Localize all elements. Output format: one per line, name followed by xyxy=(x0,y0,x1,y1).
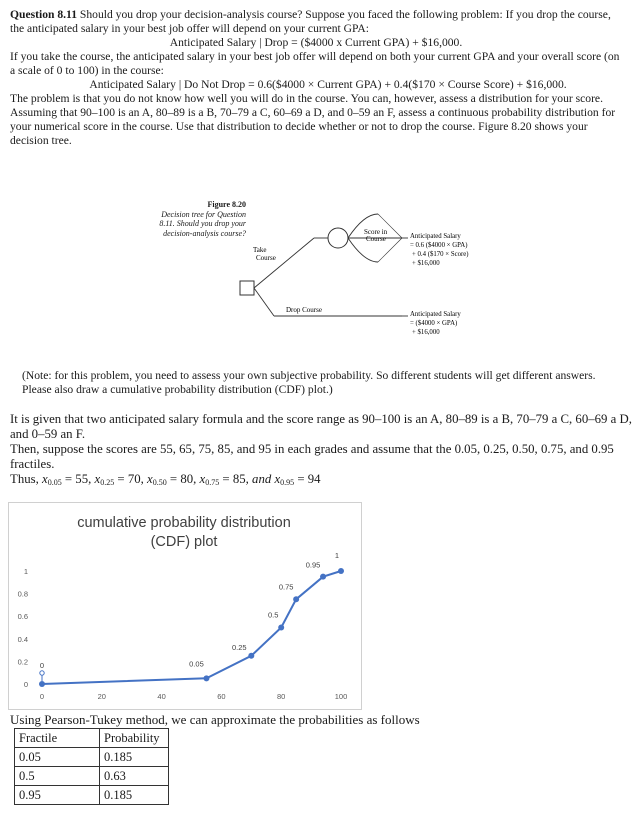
data-label: 1 xyxy=(334,551,340,560)
cdf-chart xyxy=(8,502,360,708)
data-point-marker xyxy=(40,671,44,675)
data-label: 0.5 xyxy=(267,610,279,620)
table-row xyxy=(15,767,169,786)
drop-course-label: Drop Course xyxy=(286,306,322,314)
question-intro: Should you drop your decision-analysis course? Suppose you faced the following problem: If you drop the course, the anticipated salary in your best job offer will depend on your current GPA: xyxy=(10,8,611,35)
pearson-tukey-intro: Using Pearson-Tukey method, we can approximate the probabilities as follows xyxy=(10,712,420,727)
header-fractile: Fractile xyxy=(15,729,100,748)
question-problem-text: The problem is that you do not know how well you will do in the course. You can, however, assess a distribution for your score. Assuming that 90–100 is an A, 80–89 is a B, 70–79 a C, 60–69 a D, and 0–59 an F, assess a continuous probability distribution for your numerical score in the course. Use that distribution to decide whether or not to drop the course. Figure 8.20 shows your decision tree. xyxy=(10,92,616,147)
fractile-eq: $x_{0.05} = 55$ xyxy=(42,472,89,487)
cell-fractile: 0.05 xyxy=(15,748,100,767)
table-row xyxy=(15,748,169,767)
data-point xyxy=(278,625,284,631)
y-tick-label: 0.8 xyxy=(17,589,28,599)
y-tick-label: 0 xyxy=(23,680,28,689)
y-tick-label: 0.6 xyxy=(17,612,28,622)
y-tick-label: 0.4 xyxy=(17,634,28,644)
chart-title-text: cumulative probability distribution (CDF) plot xyxy=(77,515,291,550)
question-block xyxy=(10,8,622,148)
figure-caption-text: Decision tree for Question 8.11. Should you drop your decision-analysis course? xyxy=(159,209,246,238)
table-header-row xyxy=(15,729,169,748)
data-point xyxy=(203,675,209,681)
data-point xyxy=(293,596,299,602)
take-course-label: Take Course xyxy=(253,246,276,262)
answer-p1: It is given that two anticipated salary formula and the score range as 90–100 is an A, 80–89 is a B, 70–79 a C, 60–69 a D, and 0–59 an F. xyxy=(10,412,632,441)
data-point xyxy=(338,568,344,574)
fractile-eq-list: $x_{0.05} = 55$, $x_{0.25} = 70$, $x_{0.50} = 80$, $x_{0.75} = 85$, and $x_{0.95} = 94$ xyxy=(42,472,321,487)
fractile-equations xyxy=(10,472,635,490)
cell-probability: 0.185 xyxy=(100,786,169,805)
chance-node xyxy=(328,228,348,248)
data-label: 0.05 xyxy=(189,659,204,669)
x-tick-label: 60 xyxy=(217,692,226,701)
data-point xyxy=(39,681,45,687)
x-tick-label: 20 xyxy=(97,692,106,701)
y-tick-label: 0.2 xyxy=(17,657,28,667)
cell-fractile: 0.5 xyxy=(15,767,100,786)
score-in-course-label: Score in Course xyxy=(364,228,388,243)
branch-drop-course-a xyxy=(254,288,274,316)
x-tick-label: 0 xyxy=(39,692,45,701)
data-label: 0.25 xyxy=(231,642,247,652)
data-point xyxy=(248,653,254,659)
data-label: 0.75 xyxy=(278,582,294,592)
fractile-table xyxy=(14,728,169,805)
question-label: Question 8.11 xyxy=(10,8,77,21)
x-tick-label: 100 xyxy=(334,692,348,701)
fractile-eq: $x_{0.95} = 94$ xyxy=(274,472,321,487)
cell-probability: 0.185 xyxy=(100,748,169,767)
y-tick-label: 1 xyxy=(23,567,28,576)
thus-label: Thus, xyxy=(10,472,39,486)
data-label: 0 xyxy=(39,661,45,670)
note-text: (Note: for this problem, you need to assess your own subjective probability. So different students will get different answers. Please also draw a cumulative probability distribution (CDF) plot.) xyxy=(22,369,596,396)
figure-title: Figure 8.20 xyxy=(207,200,246,209)
answer-p2: Then, suppose the scores are 55, 65, 75, 85, and 95 in each grades and assume that the 0.05, 0.25, 0.50, 0.75, and 0.95 fractiles. xyxy=(10,442,614,471)
header-probability: Probability xyxy=(100,729,169,748)
decision-node xyxy=(240,281,254,295)
equation-drop: Anticipated Salary | Drop = ($4000 x Current GPA) + $16,000. xyxy=(169,36,463,49)
answer-block xyxy=(10,412,635,490)
x-tick-label: 40 xyxy=(157,692,166,701)
x-tick-label: 80 xyxy=(277,692,286,701)
fractile-eq: $x_{0.25} = 70$ xyxy=(94,472,141,487)
equation-do-not-drop: Anticipated Salary | Do Not Drop = 0.6($4000 × Current GPA) + 0.4($170 × Course Score) + $16,000. xyxy=(89,78,567,91)
fractile-eq: $x_{0.75} = 85$ xyxy=(199,472,246,487)
data-label: 0.95 xyxy=(305,560,321,570)
cell-probability: 0.63 xyxy=(100,767,169,786)
fractile-eq: $x_{0.50} = 80$ xyxy=(147,472,194,487)
cell-fractile: 0.95 xyxy=(15,786,100,805)
data-point xyxy=(320,574,326,580)
take-payoff: Anticipated Salary = 0.6 ($4000 × GPA) + 0.4 ($170 × Score) + $16,000 xyxy=(410,233,469,267)
question-take-course-text: If you take the course, the anticipated salary in your best job offer will depend on both your current GPA and your overall score (on a scale of 0 to 100) in the course: xyxy=(10,50,620,77)
drop-payoff: Anticipated Salary = ($4000 × GPA) + $16,000 xyxy=(410,311,461,336)
decision-tree xyxy=(230,210,530,350)
table-row xyxy=(15,786,169,805)
